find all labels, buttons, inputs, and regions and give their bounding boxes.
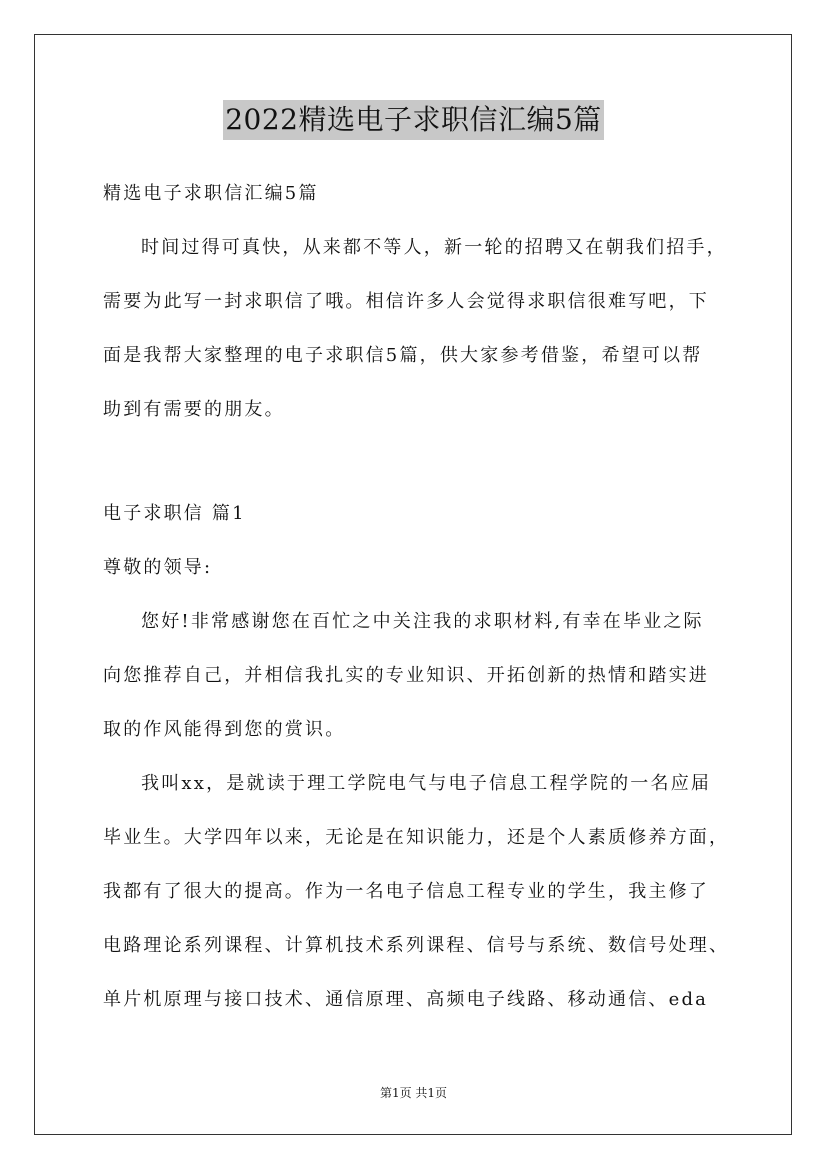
section-spacer (103, 442, 743, 492)
paragraph-line: 向您推荐自己，并相信我扎实的专业知识、开拓创新的热情和踏实进 (103, 665, 709, 686)
salutation: 尊敬的领导: (103, 557, 213, 578)
subtitle: 精选电子求职信汇编5篇 (103, 183, 319, 204)
paragraph-line: 单片机原理与接口技术、通信原理、高频电子线路、移动通信、eda (103, 989, 709, 1010)
intro-line: 时间过得可真快，从来都不等人，新一轮的招聘又在朝我们招手， (141, 237, 727, 258)
intro-line: 助到有需要的朋友。 (103, 399, 285, 420)
paragraph-line: 我都有了很大的提高。作为一名电子信息工程专业的学生，我主修了 (103, 881, 709, 902)
paragraph-line: 电路理论系列课程、计算机技术系列课程、信号与系统、数信号处理、 (103, 935, 730, 956)
intro-line: 面是我帮大家整理的电子求职信5篇，供大家参考借鉴，希望可以帮 (103, 345, 703, 366)
page-footer: 第1页 共1页 (379, 1086, 448, 1100)
intro-line: 需要为此写一封求职信了哦。相信许多人会觉得求职信很难写吧，下 (103, 291, 709, 312)
document-body (103, 172, 743, 1032)
paragraph-line: 毕业生。大学四年以来，无论是在知识能力，还是个人素质修养方面， (103, 827, 730, 848)
title-container (0, 100, 827, 140)
document-title: 2022精选电子求职信汇编5篇 (223, 100, 604, 140)
paragraph-line: 我叫xx，是就读于理工学院电气与电子信息工程学院的一名应届 (141, 773, 712, 794)
section-heading: 电子求职信 篇1 (103, 503, 246, 524)
paragraph-line: 您好!非常感谢您在百忙之中关注我的求职材料,有幸在毕业之际 (141, 611, 704, 632)
paragraph-line: 取的作风能得到您的赏识。 (103, 719, 346, 740)
